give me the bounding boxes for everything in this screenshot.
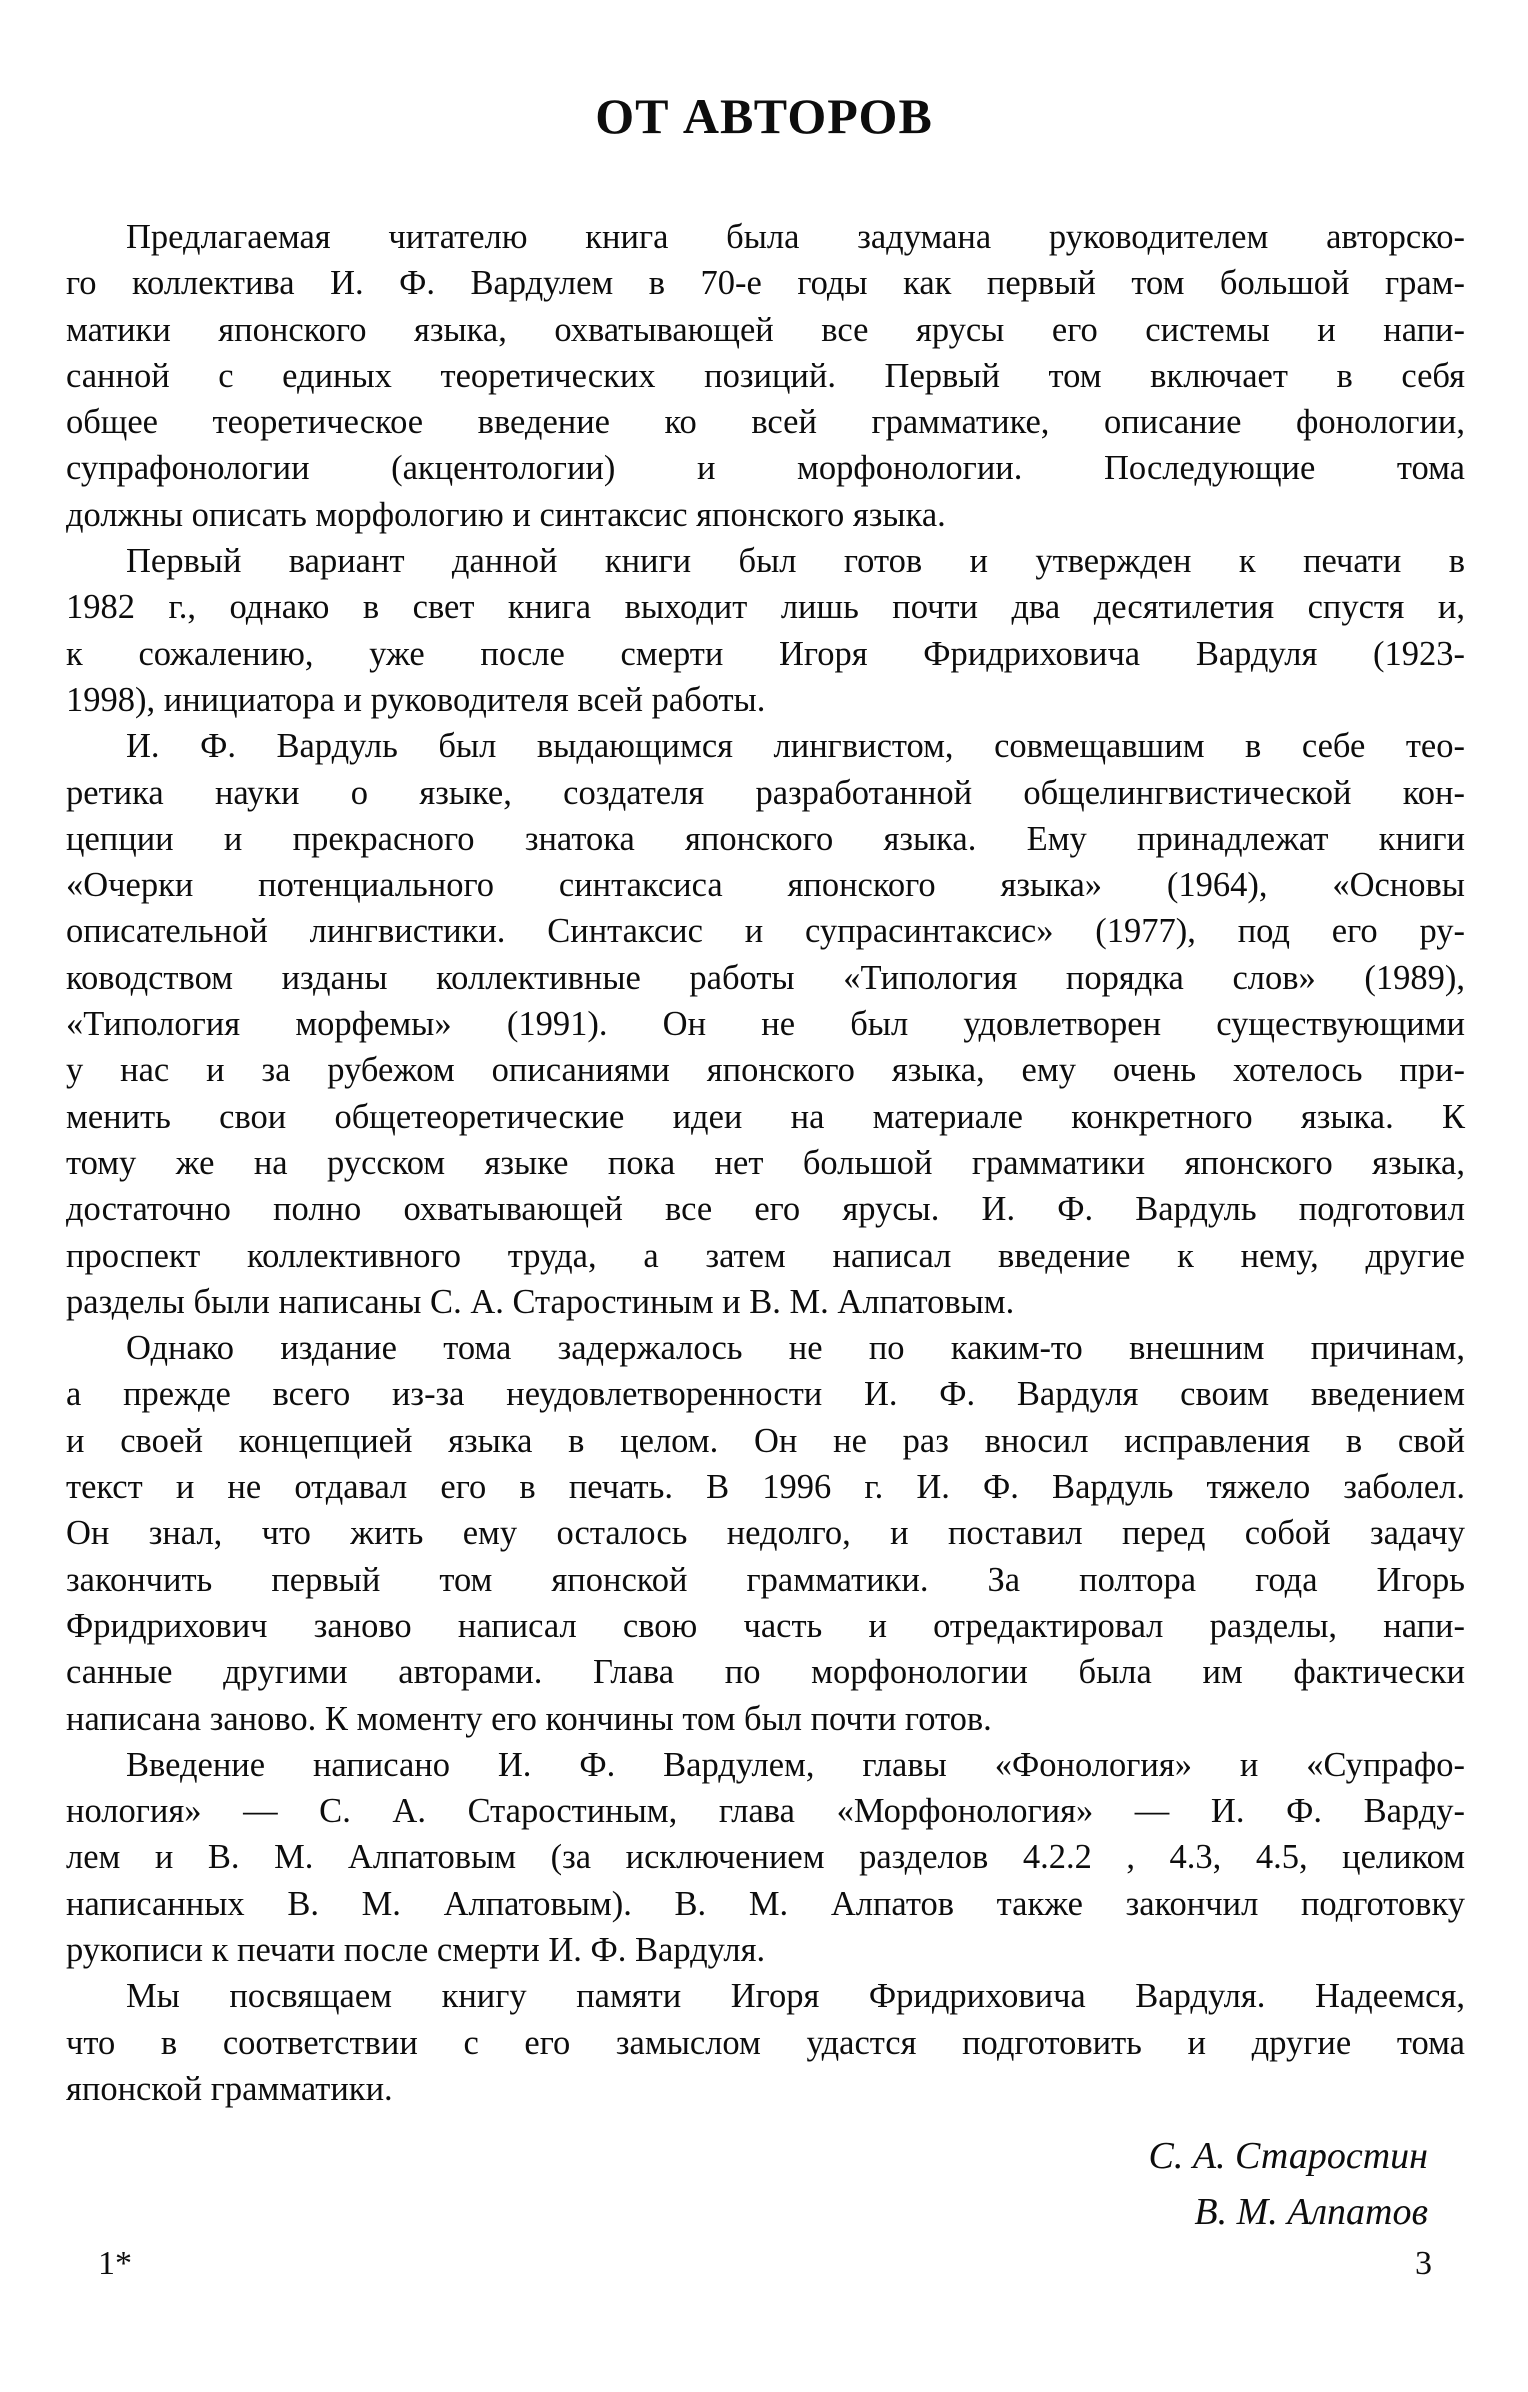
- text-line: 1998), инициатора и руководителя всей работы.: [66, 680, 766, 719]
- text-line: Первый вариант данной книги был готов и утвержден к печати в: [126, 542, 1465, 581]
- text-line: Фридрихович заново написал свою часть и отредактировал разделы, напи-: [66, 1606, 1465, 1645]
- paragraphs: [66, 214, 1465, 2112]
- text-line: «Типология морфемы» (1991). Он не был удовлетворен существующими: [66, 1005, 1465, 1044]
- text-line: а прежде всего из-за неудовлетворенности И. Ф. Вардуля своим введением: [66, 1375, 1465, 1414]
- text-line: рукописи к печати после смерти И. Ф. Вардуля.: [66, 1930, 766, 1969]
- text-line: лем и В. М. Алпатовым (за исключением разделов 4.2.2 , 4.3, 4.5, целиком: [66, 1838, 1465, 1877]
- text-line: к сожалению, уже после смерти Игоря Фридриховича Вардуля (1923-: [66, 634, 1465, 673]
- signatures: [0, 2128, 1428, 2240]
- text-line: достаточно полно охватывающей все его ярусы. И. Ф. Вардуль подготовил: [66, 1190, 1465, 1229]
- text-line: общее теоретическое введение ко всей грамматике, описание фонологии,: [66, 403, 1465, 442]
- paragraph: [66, 723, 1465, 1325]
- text-line: санной с единых теоретических позиций. Первый том включает в себя: [66, 356, 1465, 395]
- text-line: текст и не отдавал его в печать. В 1996 г. И. Ф. Вардуль тяжело заболел.: [66, 1468, 1465, 1507]
- text-line: японской грамматики.: [66, 2069, 393, 2108]
- paragraph: [66, 214, 1465, 538]
- text-line: разделы были написаны С. А. Старостиным и В. М. Алпатовым.: [66, 1282, 1015, 1321]
- paragraph: [66, 1325, 1465, 1742]
- text-line: Предлагаемая читателю книга была задумана руководителем авторско-: [126, 218, 1465, 256]
- text-line: и своей концепцией языка в целом. Он не раз вносил исправления в свой: [66, 1421, 1465, 1460]
- text-line: Мы посвящаем книгу памяти Игоря Фридриховича Вардуля. Надеемся,: [126, 1977, 1465, 2016]
- text-line: цепции и прекрасного знатока японского языка. Ему принадлежат книги: [66, 819, 1465, 858]
- text-line: Однако издание тома задержалось не по каким-то внешним причинам,: [126, 1329, 1465, 1368]
- text-line: санные другими авторами. Глава по морфонологии была им фактически: [66, 1653, 1465, 1692]
- paragraph: [66, 1973, 1465, 2112]
- signature: В. М. Алпатов: [1194, 2191, 1428, 2234]
- text-line: проспект коллективного труда, а затем написал введение к нему, другие: [66, 1236, 1465, 1275]
- text-line: го коллектива И. Ф. Вардулем в 70-е годы как первый том большой грам-: [66, 264, 1465, 303]
- text-line: И. Ф. Вардуль был выдающимся лингвистом, совмещавшим в себе тео-: [126, 727, 1465, 766]
- text-line: написанных В. М. Алпатовым). В. М. Алпатов также закончил подготовку: [66, 1884, 1465, 1923]
- text-line: менить свои общетеоретические идеи на материале конкретного языка. К: [66, 1097, 1465, 1136]
- text-line: у нас и за рубежом описаниями японского языка, ему очень хотелось при-: [66, 1051, 1465, 1090]
- paragraph: [66, 1742, 1465, 1973]
- signature: С. А. Старостин: [1148, 2135, 1428, 2178]
- text-line: должны описать морфологию и синтаксис японского языка.: [66, 495, 946, 534]
- page-footer: [98, 2244, 1432, 2284]
- page-number: 3: [1415, 2245, 1432, 2282]
- text-line: Он знал, что жить ему осталось недолго, и поставил перед собой задачу: [66, 1514, 1465, 1553]
- text-line: «Очерки потенциального синтаксиса японского языка» (1964), «Основы: [66, 866, 1465, 905]
- text-line: ководством изданы коллективные работы «Типология порядка слов» (1989),: [66, 958, 1465, 997]
- text-line: тому же на русском языке пока нет большой грамматики японского языка,: [66, 1143, 1465, 1182]
- text-line: матики японского языка, охватывающей все ярусы его системы и напи-: [66, 310, 1465, 349]
- text-line: ретика науки о языке, создателя разработанной общелингвистической кон-: [66, 773, 1465, 812]
- text-line: что в соответствии с его замыслом удастся подготовить и другие тома: [66, 2023, 1465, 2062]
- text-line: 1982 г., однако в свет книга выходит лишь почти два десятилетия спустя и,: [66, 588, 1465, 627]
- page-title: ОТ АВТОРОВ: [595, 88, 933, 144]
- text-line: написана заново. К моменту его кончины том был почти готов.: [66, 1699, 992, 1738]
- footnote-marker: 1*: [98, 2245, 132, 2282]
- text-line: закончить первый том японской грамматики. За полтора года Игорь: [66, 1560, 1465, 1599]
- text-line: описательной лингвистики. Синтаксис и супрасинтаксис» (1977), под его ру-: [66, 912, 1465, 951]
- text-line: супрафонологии (акцентологии) и морфонологии. Последующие тома: [66, 449, 1465, 488]
- text-line: Введение написано И. Ф. Вардулем, главы «Фонология» и «Супрафо-: [126, 1745, 1465, 1784]
- paragraph: [66, 538, 1465, 723]
- text-line: нология» — С. А. Старостиным, глава «Морфонология» — И. Ф. Варду-: [66, 1792, 1465, 1831]
